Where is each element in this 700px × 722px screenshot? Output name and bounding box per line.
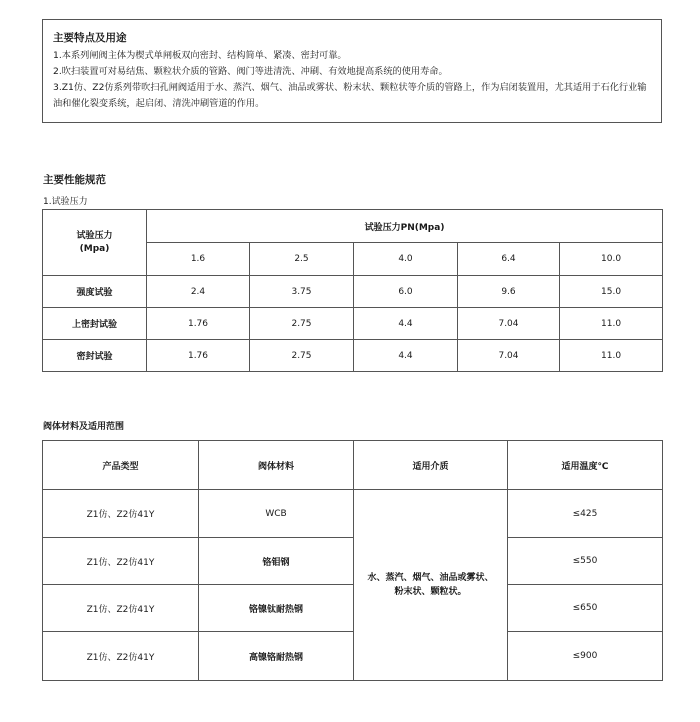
body-material: 铬镍钛耐热钢 — [199, 585, 354, 632]
cell-value: 2.75 — [250, 308, 354, 340]
temperature: ≤550 — [508, 538, 663, 585]
table-row — [43, 538, 663, 585]
materials-title: 阀体材料及适用范围 — [43, 422, 125, 432]
table-row — [43, 490, 663, 538]
table-row — [43, 632, 663, 681]
performance-title: 主要性能规范 — [43, 174, 106, 186]
table-row — [43, 340, 663, 372]
header-medium: 适用介质 — [354, 441, 508, 490]
feature-line-2: 2.吹扫装置可对易结焦、颗粒状介质的管路、阀门等进清洗、冲刷、有效地提高系统的使用寿命。 — [53, 66, 448, 77]
materials-table — [42, 440, 663, 681]
table-row — [43, 276, 663, 308]
temperature: ≤650 — [508, 585, 663, 632]
product-type: Z1仿、Z2仿41Y — [43, 585, 199, 632]
cell-value: 7.04 — [458, 340, 560, 372]
cell-value: 11.0 — [560, 308, 663, 340]
features-heading: 主要特点及用途 — [53, 32, 127, 44]
table-row — [43, 308, 663, 340]
cell-value: 3.75 — [250, 276, 354, 308]
cell-value: 9.6 — [458, 276, 560, 308]
cell-value: 1.76 — [147, 308, 250, 340]
row-label: 密封试验 — [43, 340, 147, 372]
body-material: 铬钼钢 — [199, 538, 354, 585]
header-temperature: 适用温度℃ — [508, 441, 663, 490]
pressure-table — [42, 209, 663, 372]
body-material: 高镍铬耐热钢 — [199, 632, 354, 681]
cell-value: 4.4 — [354, 340, 458, 372]
product-type: Z1仿、Z2仿41Y — [43, 632, 199, 681]
header-product-type: 产品类型 — [43, 441, 199, 490]
features-box — [42, 19, 662, 123]
cell-value: 2.4 — [147, 276, 250, 308]
row-header-cell: 试验压力 (Mpa) — [43, 210, 147, 276]
feature-line-3: 3.Z1仿、Z2仿系列带吹扫孔闸阀适用于水、蒸汽、烟气、油品或雾状、粉末状、颗粒状等介质的管路上，作为启闭装置用，尤其适用于石化行业输油和催化裂变系统，起启闭、清洗冲刷管道的作用。 — [53, 82, 647, 109]
body-material: WCB — [199, 490, 354, 538]
pn-header-cell: 试验压力PN(Mpa) — [147, 210, 663, 243]
product-type: Z1仿、Z2仿41Y — [43, 538, 199, 585]
pn-value: 1.6 — [147, 243, 250, 276]
table-row — [43, 585, 663, 632]
pn-value: 4.0 — [354, 243, 458, 276]
pn-value: 2.5 — [250, 243, 354, 276]
cell-value: 6.0 — [354, 276, 458, 308]
row-label: 上密封试验 — [43, 308, 147, 340]
feature-line-1: 1.本系列闸阀主体为楔式单闸板双向密封、结构简单、紧凑、密封可靠。 — [53, 50, 347, 61]
table-header-row — [43, 441, 663, 490]
cell-value: 15.0 — [560, 276, 663, 308]
temperature: ≤425 — [508, 490, 663, 538]
cell-value: 1.76 — [147, 340, 250, 372]
pn-value: 10.0 — [560, 243, 663, 276]
cell-value: 2.75 — [250, 340, 354, 372]
row-label: 强度试验 — [43, 276, 147, 308]
performance-subtitle: 1.试验压力 — [43, 197, 88, 207]
temperature: ≤900 — [508, 632, 663, 681]
product-type: Z1仿、Z2仿41Y — [43, 490, 199, 538]
cell-value: 4.4 — [354, 308, 458, 340]
header-body-material: 阀体材料 — [199, 441, 354, 490]
medium-cell: 水、蒸汽、烟气、油品或雾状、 粉末状、颗粒状。 — [354, 490, 508, 681]
cell-value: 11.0 — [560, 340, 663, 372]
pn-value: 6.4 — [458, 243, 560, 276]
cell-value: 7.04 — [458, 308, 560, 340]
